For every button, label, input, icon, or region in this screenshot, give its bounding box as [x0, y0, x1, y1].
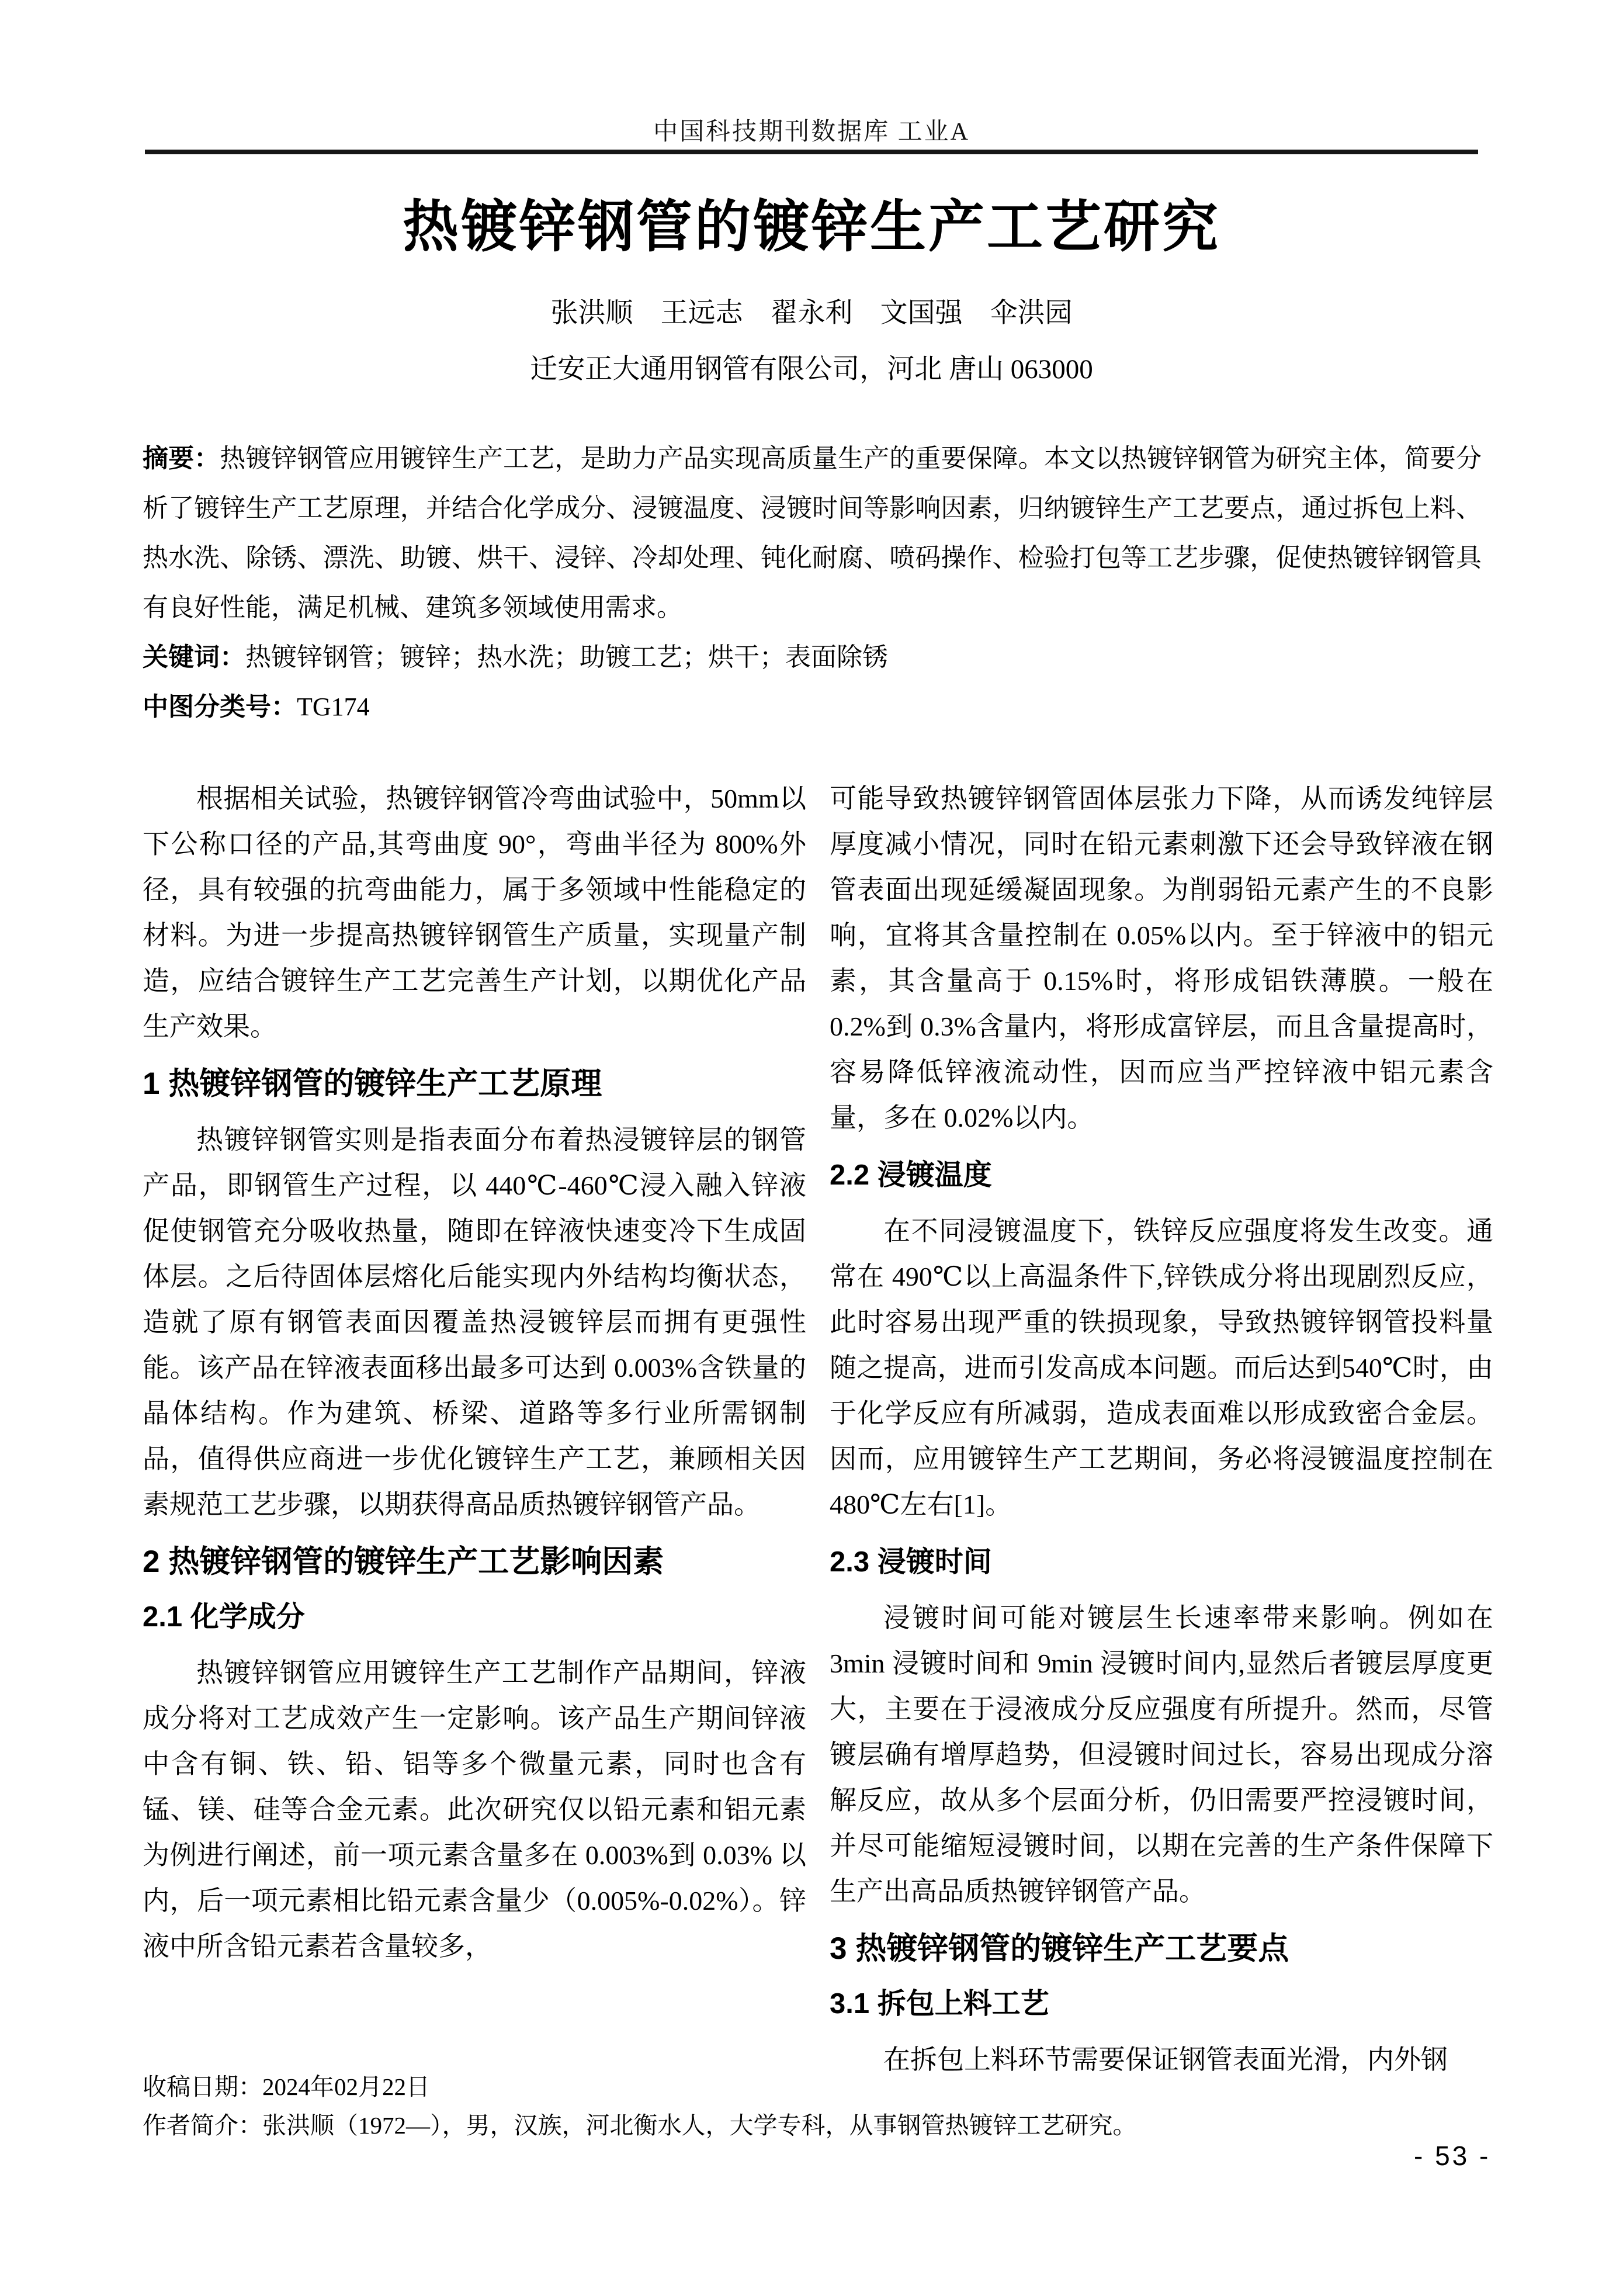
- section-1-paragraph: 热镀锌钢管实则是指表面分布着热浸镀锌层的钢管产品，即钢管生产过程，以 440℃-460℃浸入融入锌液促使钢管充分吸收热量，随即在锌液快速变冷下生成固体层。之后待固体层熔化后能实现内外结构均衡状态，造就了原有钢管表面因覆盖热浸镀锌层而拥有更强性能。该产品在锌液表面移出最多可达到 0.003%含铁量的晶体结构。作为建筑、桥梁、道路等多行业所需钢制品，值得供应商进一步优化镀锌生产工艺，兼顾相关因素规范工艺步骤，以期获得高品质热镀锌钢管产品。: [143, 1125, 806, 1519]
- section-1-heading: 1 热镀锌钢管的镀锌生产工艺原理: [143, 1066, 602, 1101]
- section-2-1-heading: 2.1 化学成分: [143, 1601, 305, 1633]
- page-number: - 53 -: [1414, 2141, 1491, 2171]
- authors-line: 张洪顺 王远志 翟永利 文国强 伞洪园: [550, 298, 1073, 328]
- keywords-label: 关键词：: [143, 643, 245, 671]
- abstract-line: [143, 434, 1482, 632]
- abstract-label: 摘要：: [143, 444, 220, 473]
- right-column: [830, 776, 1493, 2083]
- section-2-3-heading: 2.3 浸镀时间: [830, 1546, 992, 1578]
- section-2-2-heading: 2.2 浸镀温度: [830, 1159, 992, 1191]
- journal-header: 中国科技期刊数据库 工业A: [653, 119, 970, 146]
- clc-line: [143, 682, 1482, 732]
- clc-value: TG174: [297, 692, 370, 721]
- section-3-1-paragraph: 在拆包上料环节需要保证钢管表面光滑，内外钢: [883, 2045, 1448, 2075]
- intro-paragraph: 根据相关试验，热镀锌钢管冷弯曲试验中，50mm以下公称口径的产品,其弯曲度 90°，弯曲半径为 800%外径，具有较强的抗弯曲能力，属于多领域中性能稳定的材料。为进一步提高热镀锌钢管生产质量，实现量产制造，应结合镀锌生产工艺完善生产计划，以期优化产品生产效果。: [143, 784, 806, 1041]
- left-column: [143, 776, 806, 1969]
- paper-title: 热镀锌钢管的镀锌生产工艺研究: [403, 196, 1220, 258]
- section-2-2-paragraph: 在不同浸镀温度下，铁锌反应强度将发生改变。通常在 490℃以上高温条件下,锌铁成分将出现剧烈反应，此时容易出现严重的铁损现象，导致热镀锌钢管投料量随之提高，进而引发高成本问题。而后达到540℃时，由于化学反应有所减弱，造成表面难以形成致密合金层。因而，应用镀锌生产工艺期间，务必将浸镀温度控制在 480℃左右[1]。: [830, 1216, 1493, 1519]
- footnote-block: [143, 2068, 1482, 2145]
- section-3-heading: 3 热镀锌钢管的镀锌生产工艺要点: [830, 1931, 1289, 1966]
- received-date-line: 收稿日期：2024年02月22日: [143, 2073, 430, 2100]
- header-divider: [145, 150, 1478, 154]
- clc-label: 中图分类号：: [143, 692, 297, 721]
- affiliation-line: 迁安正大通用钢管有限公司，河北 唐山 063000: [530, 354, 1093, 385]
- keywords-line: [143, 632, 1482, 682]
- section-2-heading: 2 热镀锌钢管的镀锌生产工艺影响因素: [143, 1544, 664, 1579]
- keywords-text: 热镀锌钢管；镀锌；热水洗；助镀工艺；烘干；表面除锈: [245, 643, 888, 671]
- meta-block: [143, 434, 1482, 732]
- section-2-1-paragraph: 热镀锌钢管应用镀锌生产工艺制作产品期间，锌液成分将对工艺成效产生一定影响。该产品生产期间锌液中含有铜、铁、铅、铝等多个微量元素，同时也含有锰、镁、硅等合金元素。此次研究仅以铅元素和铝元素为例进行阐述，前一项元素含量多在 0.003%到 0.03% 以内，后一项元素相比铅元素含量少（0.005%-0.02%）。锌液中所含铅元素若含量较多，: [143, 1658, 806, 1961]
- section-3-1-heading: 3.1 拆包上料工艺: [830, 1988, 1049, 2020]
- section-2-3-paragraph: 浸镀时间可能对镀层生长速率带来影响。例如在 3min 浸镀时间和 9min 浸镀时间内,显然后者镀层厚度更大，主要在于浸液成分反应强度有所提升。然而，尽管镀层确有增厚趋势，但浸镀时间过长，容易出现成分溶解反应，故从多个层面分析，仍旧需要严控浸镀时间，并尽可能缩短浸镀时间，以期在完善的生产条件保障下生产出高品质热镀锌钢管产品。: [830, 1603, 1493, 1906]
- section-2-1-paragraph-continued: 可能导致热镀锌钢管固体层张力下降，从而诱发纯锌层厚度减小情况，同时在铅元素刺激下还会导致锌液在钢管表面出现延缓凝固现象。为削弱铅元素产生的不良影响，宜将其含量控制在 0.05%以内。至于锌液中的铝元素，其含量高于 0.15%时，将形成铝铁薄膜。一般在 0.2%到 0.3%含量内，将形成富锌层，而且含量提高时，容易降低锌液流动性，因而应当严控锌液中铝元素含量，多在 0.02%以内。: [830, 784, 1493, 1133]
- author-bio-line: 作者简介：张洪顺（1972—），男，汉族，河北衡水人，大学专科，从事钢管热镀锌工艺研究。: [143, 2112, 1137, 2139]
- abstract-text: 热镀锌钢管应用镀锌生产工艺，是助力产品实现高质量生产的重要保障。本文以热镀锌钢管为研究主体，简要分析了镀锌生产工艺原理，并结合化学成分、浸镀温度、浸镀时间等影响因素，归纳镀锌生产工艺要点，通过拆包上料、热水洗、除锈、漂洗、助镀、烘干、浸锌、冷却处理、钝化耐腐、喷码操作、检验打包等工艺步骤，促使热镀锌钢管具有良好性能，满足机械、建筑多领域使用需求。: [143, 444, 1482, 622]
